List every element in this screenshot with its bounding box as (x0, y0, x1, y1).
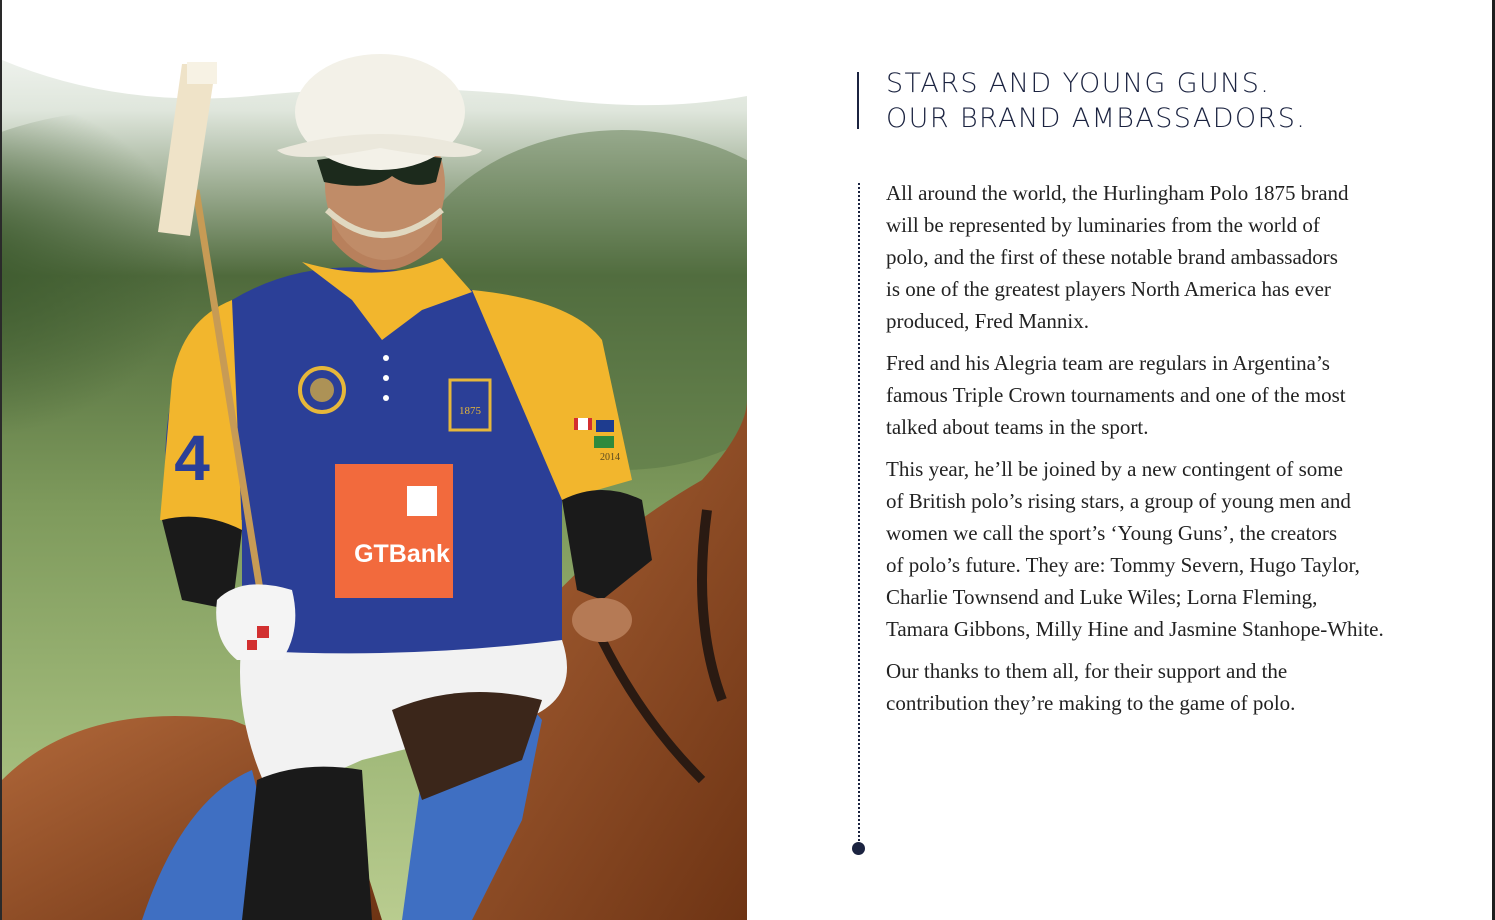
paragraph-intro (886, 177, 1446, 337)
crest-year-text: 1875 (459, 405, 481, 417)
paragraph-thanks (886, 655, 1446, 719)
text-line: women we call the sport’s ‘Young Guns’, the creators (886, 521, 1338, 545)
text-line: produced, Fred Mannix. (886, 309, 1089, 333)
text-line: Our thanks to them all, for their support and the (886, 659, 1288, 683)
text-line: Charlie Townsend and Luke Wiles; Lorna Fleming, (886, 585, 1318, 609)
sponsor-logo-text: GTBank (354, 540, 450, 568)
divider-end-dot (852, 842, 865, 855)
jersey-number-text: 4 (174, 422, 210, 494)
text-line: talked about teams in the sport. (886, 415, 1149, 439)
text-line: polo, and the first of these notable brand ambassadors (886, 245, 1338, 269)
page-heading (886, 66, 1446, 136)
dotted-divider (858, 183, 860, 841)
text-line: Tamara Gibbons, Milly Hine and Jasmine Stanhope-White. (886, 617, 1384, 641)
text-line: of polo’s future. They are: Tommy Severn, Hugo Taylor, (886, 553, 1360, 577)
paragraph-young-guns (886, 453, 1446, 645)
text-line: will be represented by luminaries from the world of (886, 213, 1320, 237)
text-line: is one of the greatest players North America has ever (886, 277, 1331, 301)
text-line: This year, he’ll be joined by a new contingent of some (886, 457, 1343, 481)
heading-line-1: STARS AND YOUNG GUNS. (886, 68, 1271, 99)
text-line: contribution they’re making to the game of polo. (886, 691, 1296, 715)
polo-player-photo (2, 0, 747, 920)
text-line: All around the world, the Hurlingham Polo 1875 brand (886, 181, 1349, 205)
text-line: famous Triple Crown tournaments and one of the most (886, 383, 1346, 407)
heading-line-2: OUR BRAND AMBASSADORS. (886, 103, 1307, 134)
text-line: Fred and his Alegria team are regulars in Argentina’s (886, 351, 1330, 375)
heading-accent-bar (857, 72, 859, 129)
text-line: of British polo’s rising stars, a group of young men and (886, 489, 1351, 513)
paragraph-alegria (886, 347, 1446, 443)
sleeve-year-text: 2014 (600, 452, 620, 463)
body-text (886, 177, 1446, 729)
